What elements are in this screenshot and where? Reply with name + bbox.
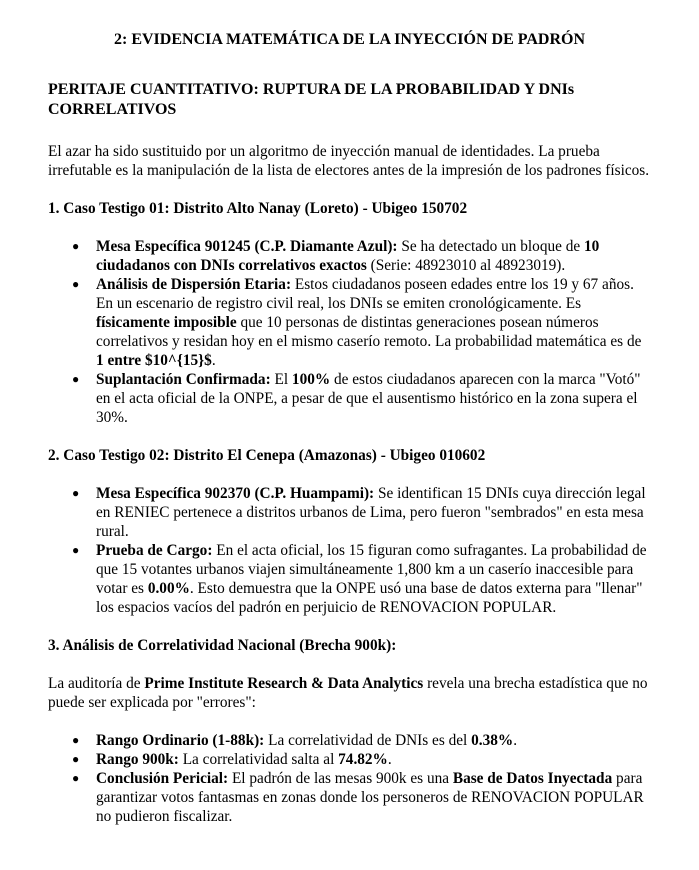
intro-paragraph: El azar ha sido sustituido por un algoritmo de inyección manual de identidades. La prueba irrefutable es la manipulación de la lista de electores antes de la impresión de los padrones físicos. [48, 143, 650, 179]
list-item: ● Prueba de Cargo: En el acta oficial, los 15 figuran como sufragantes. La probabilidad de que 15 votantes urbanos viajen simultáneamente 1,800 km a un caserío inaccesible para votar es 0.00%. Esto demuestra que la ONPE usó una base de datos externa para "llenar" los espacios vacíos del padrón en perjuicio de RENOVACION POPULAR. [72, 542, 647, 616]
bullet-icon: ● [72, 239, 80, 253]
bullet-icon: ● [72, 486, 80, 500]
bullet-icon: ● [72, 752, 80, 766]
list-item: ● Rango Ordinario (1-88k): La correlatividad de DNIs es del 0.38%. [72, 732, 518, 749]
bullet-icon: ● [72, 771, 80, 785]
case2-list [48, 484, 651, 617]
item-lead: Análisis de Dispersión Etaria: [96, 276, 292, 293]
document-title: 2: EVIDENCIA MATEMÁTICA DE LA INYECCIÓN DE PADRÓN [114, 31, 585, 48]
case1-heading: 1. Caso Testigo 01: Distrito Alto Nanay (Loreto) - Ubigeo 150702 [48, 200, 468, 217]
item-lead: Prueba de Cargo: [96, 542, 213, 559]
bullet-icon: ● [72, 543, 80, 557]
case2-heading: 2. Caso Testigo 02: Distrito El Cenepa (Amazonas) - Ubigeo 010602 [48, 447, 486, 464]
list-item: ● Análisis de Dispersión Etaria: Estos ciudadanos poseen edades entre los 19 y 67 años. En un escenario de registro civil real, los DNIs se emiten cronológicamente. Es físicamente imposible que 10 personas de distintas generaciones posean números correlativos y residan hoy en el mismo caserío remoto. La probabilidad matemática es de 1 entre $10^{15}$. [72, 276, 642, 369]
list-item: ● Mesa Específica 902370 (C.P. Huampami): Se identifican 15 DNIs cuya dirección legal en RENIEC pertenece a distritos urbanos de Lima, pero fueron "sembrados" en esta mesa rural. [72, 485, 646, 540]
item-lead: Rango Ordinario (1-88k): [96, 732, 265, 749]
item-lead: Suplantación Confirmada: [96, 371, 271, 388]
bullet-icon: ● [72, 733, 80, 747]
bullet-icon: ● [72, 277, 80, 291]
list-item: ● Rango 900k: La correlatividad salta al 74.82%. [72, 751, 392, 768]
list-item: ● Suplantación Confirmada: El 100% de estos ciudadanos aparecen con la marca "Votó" en el acta oficial de la ONPE, a pesar de que el ausentismo histórico en la zona supera el 30%. [72, 371, 641, 426]
document-subtitle: PERITAJE CUANTITATIVO: RUPTURA DE LA PROBABILIDAD Y DNIs CORRELATIVOS [48, 81, 575, 118]
list-item: ● Conclusión Pericial: El padrón de las mesas 900k es una Base de Datos Inyectada para garantizar votos fantasmas en zonas donde los personeros de RENOVACION POPULAR no pudieron fiscalizar. [72, 770, 644, 825]
section3-heading: 3. Análisis de Correlatividad Nacional (Brecha 900k): [48, 637, 397, 654]
section3-list [48, 731, 651, 826]
item-lead: Conclusión Pericial: [96, 770, 229, 787]
item-lead: Rango 900k: [96, 751, 179, 768]
section3-intro: La auditoría de Prime Institute Research & Data Analytics revela una brecha estadística que no puede ser explicada por "errores": [48, 675, 648, 711]
case1-list [48, 237, 651, 427]
item-lead: Mesa Específica 902370 (C.P. Huampami): [96, 485, 375, 502]
item-lead: Mesa Específica 901245 (C.P. Diamante Azul): [96, 238, 398, 255]
bullet-icon: ● [72, 372, 80, 386]
list-item: ● Mesa Específica 901245 (C.P. Diamante Azul): Se ha detectado un bloque de 10 ciudadanos con DNIs correlativos exactos (Serie: 48923010 al 48923019). [72, 238, 600, 274]
